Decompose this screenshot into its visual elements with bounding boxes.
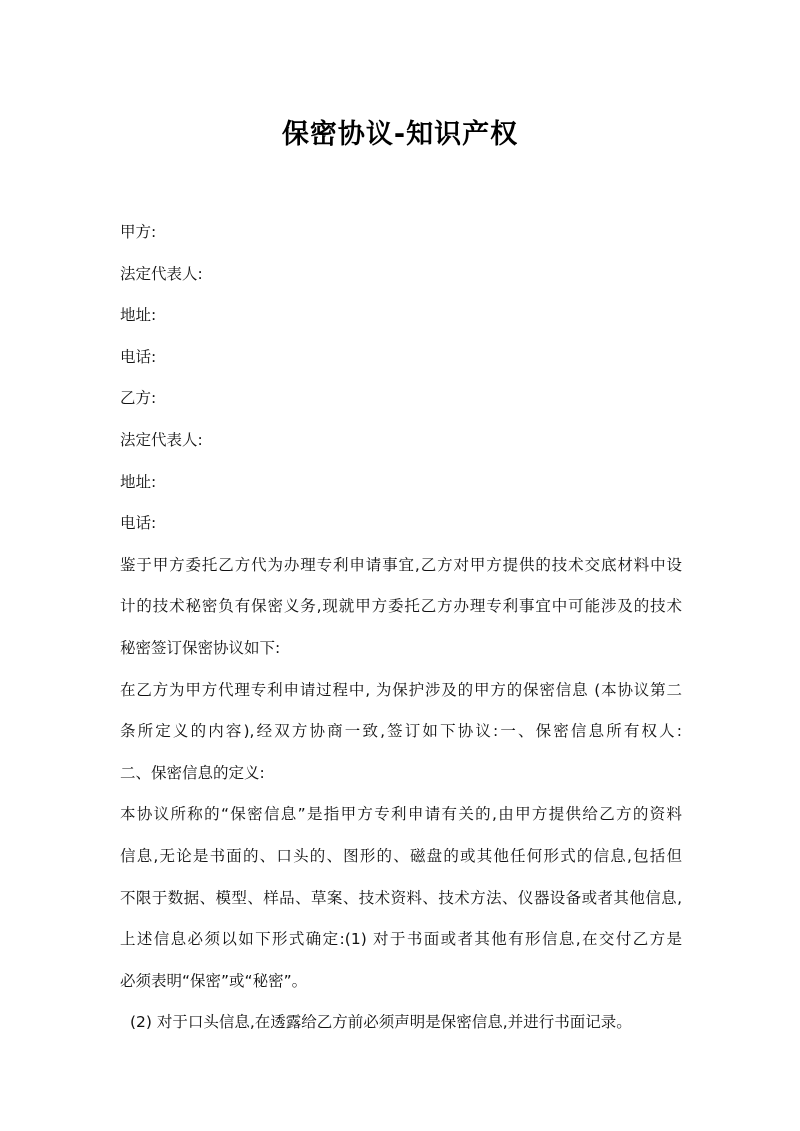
- party-b-address-label: 地址:: [120, 472, 157, 491]
- preamble-line: 计的技术秘密负有保密义务,现就甲方委托乙方办理专利事宜中可能涉及的技术: [120, 597, 682, 616]
- preamble-line: 鉴于甲方委托乙方代为办理专利申请事宜,乙方对甲方提供的技术交底材料中设: [120, 555, 682, 574]
- preamble-line: 秘密签订保密协议如下:: [120, 638, 281, 657]
- intro-line: 在乙方为甲方代理专利申请过程中, 为保护涉及的甲方的保密信息 (本协议第二: [120, 680, 682, 699]
- party-b-name-label: 乙方:: [120, 389, 157, 408]
- item-2-line: (2) 对于口头信息,在透露给乙方前必须声明是保密信息,并进行书面记录。: [130, 1013, 632, 1032]
- intro-line: 条所定义的内容),经双方协商一致,签订如下协议:一、保密信息所有权人:: [120, 722, 682, 741]
- definition-line: 信息,无论是书面的、口头的、图形的、磁盘的或其他任何形式的信息,包括但: [120, 846, 682, 865]
- party-a-representative-label: 法定代表人:: [120, 264, 203, 283]
- party-a-name-label: 甲方:: [120, 223, 157, 241]
- party-a-phone-label: 电话:: [120, 347, 157, 366]
- party-a-address-label: 地址:: [120, 306, 157, 325]
- party-b-phone-label: 电话:: [120, 514, 157, 533]
- section-2-heading: 二、保密信息的定义:: [120, 763, 265, 782]
- definition-line: 本协议所称的“保密信息”是指甲方专利申请有关的,由甲方提供给乙方的资料: [120, 805, 682, 824]
- party-b-representative-label: 法定代表人:: [120, 430, 203, 449]
- document-title: 保密协议-知识产权: [281, 119, 519, 150]
- definition-line: 不限于数据、模型、样品、草案、技术资料、技术方法、仪器设备或者其他信息,: [120, 888, 682, 907]
- definition-line: 上述信息必须以如下形式确定:(1) 对于书面或者其他有形信息,在交付乙方是: [120, 930, 682, 949]
- definition-line: 必须表明“保密”或“秘密”。: [120, 971, 308, 990]
- document-body: [120, 212, 682, 1044]
